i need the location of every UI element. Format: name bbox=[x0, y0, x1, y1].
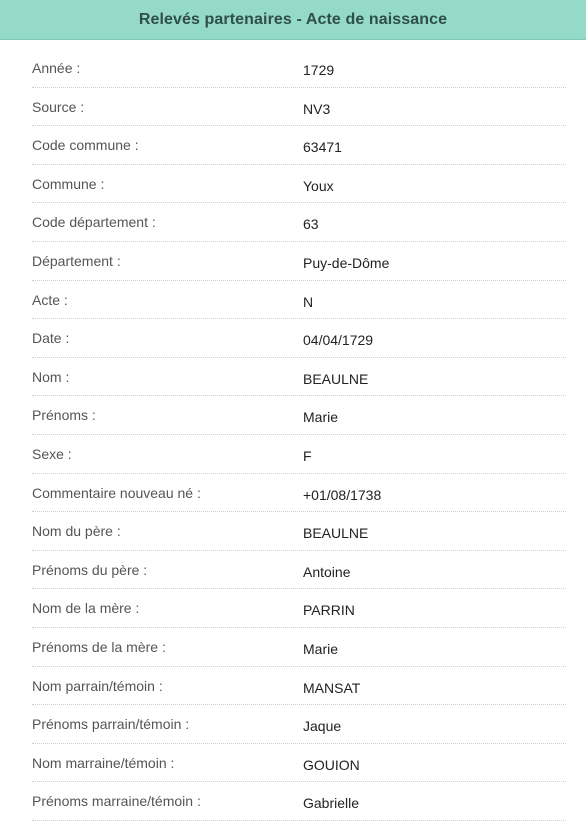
field-value: PARRIN bbox=[303, 602, 355, 619]
panel-header bbox=[0, 0, 586, 40]
field-row-source bbox=[32, 88, 566, 127]
field-value: 1729 bbox=[303, 62, 335, 78]
field-value: Youx bbox=[303, 177, 334, 194]
field-row-nom-pere bbox=[32, 512, 566, 551]
field-value: +01/08/1738 bbox=[303, 486, 382, 503]
field-row-code-commune bbox=[32, 126, 566, 165]
field-row-prenoms-parrain bbox=[32, 705, 566, 744]
field-label: Date : bbox=[32, 330, 70, 347]
field-label: Nom marraine/témoin : bbox=[32, 754, 175, 771]
field-label: Année : bbox=[32, 60, 81, 76]
field-label: Sexe : bbox=[32, 445, 72, 462]
field-label: Code commune : bbox=[32, 137, 139, 154]
field-row-nom-parrain bbox=[32, 667, 566, 706]
field-label: Commentaire nouveau né : bbox=[32, 484, 201, 501]
field-row-acte bbox=[32, 281, 566, 320]
field-row-annee bbox=[32, 49, 566, 88]
field-row-prenoms-marraine bbox=[32, 782, 566, 821]
field-label: Nom de la mère : bbox=[32, 600, 140, 617]
field-row-prenoms-pere bbox=[32, 551, 566, 590]
field-label: Commune : bbox=[32, 175, 105, 192]
field-label: Nom parrain/témoin : bbox=[32, 677, 163, 694]
field-label: Source : bbox=[32, 98, 85, 115]
field-label: Prénoms : bbox=[32, 407, 96, 424]
field-value: N bbox=[303, 293, 314, 310]
field-label: Code département : bbox=[32, 214, 156, 231]
field-row-nom bbox=[32, 358, 566, 397]
field-label: Nom : bbox=[32, 368, 70, 385]
field-value: Marie bbox=[303, 640, 339, 657]
field-row-code-departement bbox=[32, 203, 566, 242]
field-label: Département : bbox=[32, 252, 121, 269]
field-value: MANSAT bbox=[303, 679, 361, 696]
field-value: Antoine bbox=[303, 563, 351, 580]
field-label: Prénoms de la mère : bbox=[32, 638, 166, 655]
field-row-nom-mere bbox=[32, 589, 566, 628]
field-label: Nom du père : bbox=[32, 523, 121, 540]
field-value: Puy-de-Dôme bbox=[303, 254, 390, 271]
field-value: 04/04/1729 bbox=[303, 332, 374, 349]
field-value: Jaque bbox=[303, 718, 342, 735]
field-row-departement bbox=[32, 242, 566, 281]
field-label: Prénoms marraine/témoin : bbox=[32, 793, 201, 810]
field-label: Acte : bbox=[32, 291, 68, 308]
field-row-commentaire bbox=[32, 474, 566, 513]
field-row-sexe bbox=[32, 435, 566, 474]
field-row-prenoms-mere bbox=[32, 628, 566, 667]
field-label: Prénoms du père : bbox=[32, 561, 148, 578]
field-value: 63 bbox=[303, 216, 319, 233]
field-label: Prénoms parrain/témoin : bbox=[32, 716, 190, 733]
field-value: GOUION bbox=[303, 756, 360, 773]
field-value: F bbox=[303, 447, 312, 464]
page-title: Relevés partenaires - Acte de naissance bbox=[138, 10, 448, 28]
field-row-nom-marraine bbox=[32, 744, 566, 783]
field-value: NV3 bbox=[303, 100, 331, 117]
field-value: BEAULNE bbox=[303, 525, 369, 542]
field-row-date bbox=[32, 319, 566, 358]
field-value: 63471 bbox=[303, 139, 342, 156]
field-value: BEAULNE bbox=[303, 370, 369, 387]
field-value: Marie bbox=[303, 409, 339, 426]
field-value: Gabrielle bbox=[303, 795, 360, 812]
record-fields bbox=[32, 49, 566, 821]
field-row-commune bbox=[32, 165, 566, 204]
field-row-prenoms bbox=[32, 396, 566, 435]
